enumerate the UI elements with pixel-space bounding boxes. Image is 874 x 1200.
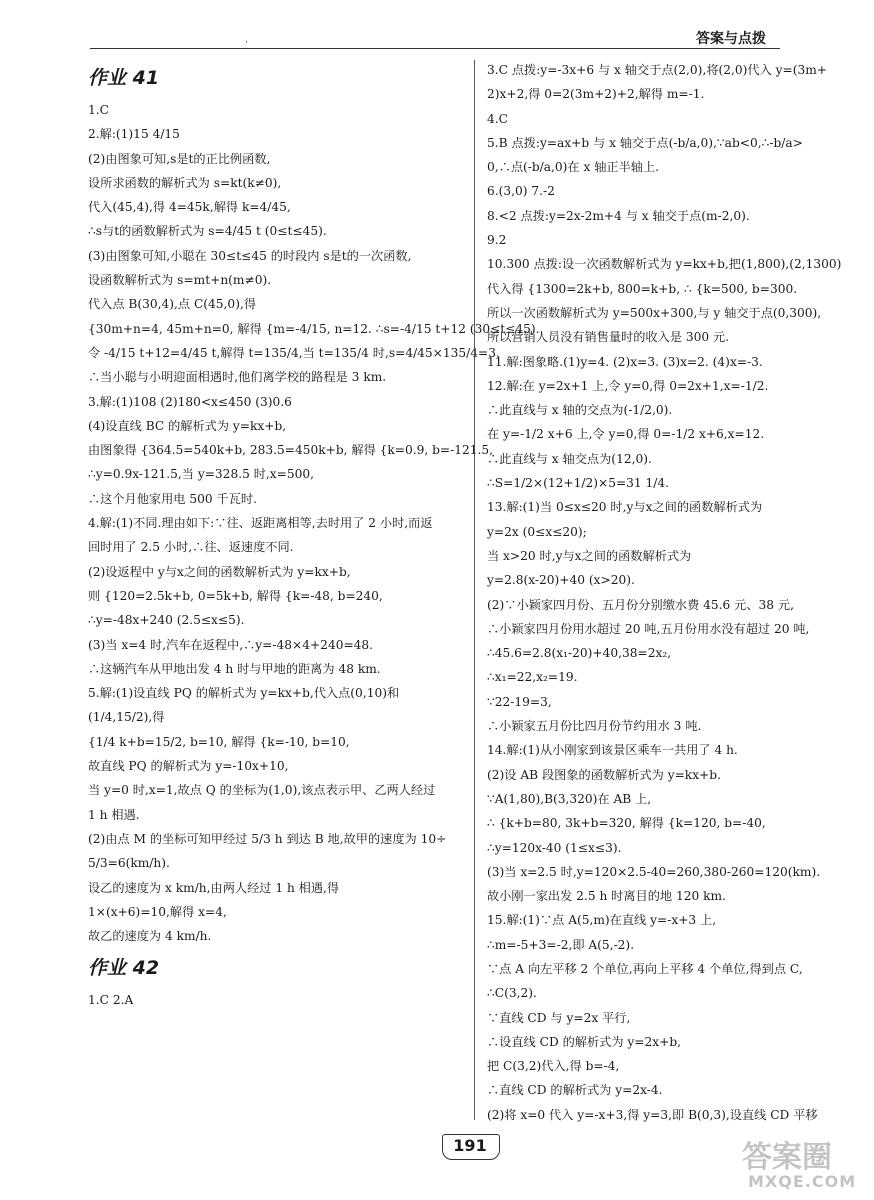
answer-line: ∵A(1,80),B(3,320)在 AB 上,	[487, 791, 652, 806]
answer-line: 在 y=-1/2 x+6 上,令 y=0,得 0=-1/2 x+6,x=12.	[487, 427, 765, 442]
answer-line: 4.C	[487, 111, 508, 126]
page-number: 191	[453, 1136, 487, 1155]
answer-line: {30m+n=4, 45m+n=0, 解得 {m=-4/15, n=12. ∴s=-4/15 t+12 (30≤t≤45).	[88, 321, 540, 336]
answer-line: ∴这辆汽车从甲地出发 4 h 时与甲地的距离为 48 km.	[88, 661, 381, 676]
answer-line: 9.2	[487, 233, 507, 248]
column-divider	[474, 60, 475, 1120]
answer-line: 14.解:(1)从小刚家到该景区乘车一共用了 4 h.	[487, 743, 738, 758]
answer-line: (4)设直线 BC 的解析式为 y=kx+b,	[88, 418, 287, 433]
watermark-text: 答案圈	[742, 1140, 832, 1175]
answer-line: 11.解:图象略.(1)y=4. (2)x=3. (3)x=2. (4)x=-3.	[487, 354, 763, 369]
answer-line: 代入得 {1300=2k+b, 800=k+b, ∴ {k=500, b=300.	[487, 281, 798, 296]
answer-line: 2.解:(1)15 4/15	[88, 127, 180, 142]
answer-line: y=2x (0≤x≤20);	[487, 524, 587, 539]
answer-line: (2)设返程中 y与x之间的函数解析式为 y=kx+b,	[88, 564, 351, 579]
answer-line: 所以营销人员没有销售量时的收入是 300 元.	[487, 330, 730, 345]
answer-line: ∵直线 CD 与 y=2x 平行,	[487, 1010, 631, 1025]
answer-line: ∵点 A 向左平移 2 个单位,再向上平移 4 个单位,得到点 C,	[487, 961, 803, 976]
answer-line: 1 h 相遇.	[88, 807, 140, 822]
answer-line: ∴y=-48x+240 (2.5≤x≤5).	[88, 613, 245, 628]
answer-line: ∴这个月他家用电 500 千瓦时.	[88, 491, 257, 506]
answer-line: 10.300 点拨:设一次函数解析式为 y=kx+b,把(1,800),(2,1300)	[487, 257, 842, 272]
answer-line: 设乙的速度为 x km/h,由两人经过 1 h 相遇,得	[88, 880, 340, 895]
answer-line: (2)设 AB 段图象的函数解析式为 y=kx+b.	[487, 767, 721, 782]
answer-line: ∴x₁=22,x₂=19.	[487, 670, 578, 685]
answer-line: ∴此直线与 x 轴交点为(12,0).	[487, 451, 652, 466]
section-heading: 作业 42	[88, 957, 160, 980]
page-header	[90, 26, 780, 49]
answer-line: ∴直线 CD 的解析式为 y=2x-4.	[487, 1083, 663, 1098]
header-title: 答案与点拨	[696, 31, 766, 47]
answer-line: ∴y=120x-40 (1≤x≤3).	[487, 840, 622, 855]
answer-line: 当 y=0 时,x=1,故点 Q 的坐标为(1,0),该点表示甲、乙两人经过	[88, 783, 436, 798]
answer-line: 代入(45,4),得 4=45k,解得 k=4/45,	[88, 200, 291, 215]
answer-line: 设函数解析式为 s=mt+n(m≠0).	[88, 273, 272, 288]
answer-line: 15.解:(1)∵点 A(5,m)在直线 y=-x+3 上,	[487, 913, 717, 928]
answer-line: ∵22-19=3,	[487, 694, 552, 709]
answer-line: 故小刚一家出发 2.5 h 时离目的地 120 km.	[487, 889, 726, 904]
answer-line: ∴y=0.9x-121.5,当 y=328.5 时,x=500,	[88, 467, 314, 482]
answer-line: 故直线 PQ 的解析式为 y=-10x+10,	[88, 759, 289, 774]
answer-line: ∴ {k+b=80, 3k+b=320, 解得 {k=120, b=-40,	[487, 816, 766, 831]
watermark-url: MXQE.COM	[748, 1172, 857, 1191]
answer-line: (3)当 x=2.5 时,y=120×2.5-40=260,380-260=120(km).	[487, 864, 821, 879]
section-heading: 作业 41	[88, 67, 160, 89]
answer-line: ∴s与t的函数解析式为 s=4/45 t (0≤t≤45).	[88, 224, 327, 239]
answer-line: (3)当 x=4 时,汽车在返程中,∴y=-48×4+240=48.	[88, 637, 374, 652]
answer-line: ∴当小聪与小明迎面相遇时,他们离学校的路程是 3 km.	[88, 370, 387, 385]
answer-line: ∴C(3,2).	[487, 986, 537, 1001]
answer-line: ∴45.6=2.8(x₁-20)+40,38=2x₂,	[487, 646, 672, 661]
answer-line: y=2.8(x-20)+40 (x>20).	[487, 573, 635, 588]
answer-line: 3.C 点拨:y=-3x+6 与 x 轴交于点(2,0),将(2,0)代入 y=(3m+	[487, 63, 828, 77]
page-number-badge	[436, 1132, 504, 1160]
answer-line: 4.解:(1)不同.理由如下:∵往、返距离相等,去时用了 2 小时,而返	[88, 516, 433, 531]
answer-line: 1.C	[88, 103, 109, 117]
answer-line: ∴小颖家四月份用水超过 20 吨,五月份用水没有超过 20 吨,	[487, 621, 810, 636]
answer-line: 5.解:(1)设直线 PQ 的解析式为 y=kx+b,代入点(0,10)和	[88, 686, 400, 701]
answer-line: ∴此直线与 x 轴的交点为(-1/2,0).	[487, 403, 673, 418]
answer-line: ∴设直线 CD 的解析式为 y=2x+b,	[487, 1034, 682, 1049]
answer-line: 当 x>20 时,y与x之间的函数解析式为	[487, 548, 692, 563]
answer-line: (2)∵小颖家四月份、五月份分别缴水费 45.6 元、38 元,	[487, 597, 794, 612]
answer-line: 设所求函数的解析式为 s=kt(k≠0),	[88, 175, 282, 190]
answer-line: {1/4 k+b=15/2, b=10, 解得 {k=-10, b=10,	[88, 734, 350, 749]
answer-line: (2)由图象可知,s是t的正比例函数,	[88, 151, 271, 166]
answer-line: 由图象得 {364.5=540k+b, 283.5=450k+b, 解得 {k=0.9, b=-121.5,	[88, 443, 494, 458]
answer-line: 5/3=6(km/h).	[88, 856, 170, 871]
answer-line: 把 C(3,2)代入,得 b=-4,	[487, 1059, 620, 1074]
answer-line: 0,∴点(-b/a,0)在 x 轴正半轴上.	[487, 160, 660, 175]
answer-line: (2)由点 M 的坐标可知甲经过 5/3 h 到达 B 地,故甲的速度为 10÷	[88, 831, 447, 846]
answer-line: 8.<2 点拨:y=2x-2m+4 与 x 轴交于点(m-2,0).	[487, 208, 750, 223]
answer-line: 2)x+2,得 0=2(3m+2)+2,解得 m=-1.	[487, 87, 705, 102]
answer-line: (2)将 x=0 代入 y=-x+3,得 y=3,即 B(0,3),设直线 CD 平移	[487, 1107, 818, 1122]
answer-line: 12.解:在 y=2x+1 上,令 y=0,得 0=2x+1,x=-1/2.	[487, 378, 769, 393]
answer-line: 所以一次函数解析式为 y=500x+300,与 y 轴交于点(0,300),	[487, 305, 822, 320]
header-mark: ·	[245, 38, 248, 48]
answer-line: 1.C 2.A	[88, 993, 134, 1008]
answer-line: ∴m=-5+3=-2,即 A(5,-2).	[487, 937, 635, 952]
right-column	[487, 58, 859, 1127]
answer-line: 6.(3,0) 7.-2	[487, 184, 555, 199]
answer-line: 回时用了 2.5 小时,∴往、返速度不同.	[88, 540, 294, 555]
answer-line: 代入点 B(30,4),点 C(45,0),得	[88, 297, 257, 312]
answer-line: 则 {120=2.5k+b, 0=5k+b, 解得 {k=-48, b=240,	[88, 588, 383, 603]
answer-line: 令 -4/15 t+12=4/45 t,解得 t=135/4,当 t=135/4 时,s=4/45×135/4=3.	[88, 345, 500, 360]
answer-line: 故乙的速度为 4 km/h.	[88, 929, 212, 944]
answer-line: ∴小颖家五月份比四月份节约用水 3 吨.	[487, 719, 702, 734]
answer-line: 13.解:(1)当 0≤x≤20 时,y与x之间的函数解析式为	[487, 500, 763, 515]
watermark-logo	[738, 1132, 864, 1194]
answer-line: (1/4,15/2),得	[88, 710, 165, 725]
answer-line: 3.解:(1)108 (2)180<x≤450 (3)0.6	[88, 394, 292, 409]
answer-line: ∴S=1/2×(12+1/2)×5=31 1/4.	[487, 476, 670, 491]
answer-line: 5.B 点拨:y=ax+b 与 x 轴交于点(-b/a,0),∵ab<0,∴-b/a>	[487, 135, 803, 150]
answer-line: (3)由图象可知,小聪在 30≤t≤45 的时段内 s是t的一次函数,	[88, 248, 412, 263]
answer-line: 1×(x+6)=10,解得 x=4,	[88, 904, 227, 919]
